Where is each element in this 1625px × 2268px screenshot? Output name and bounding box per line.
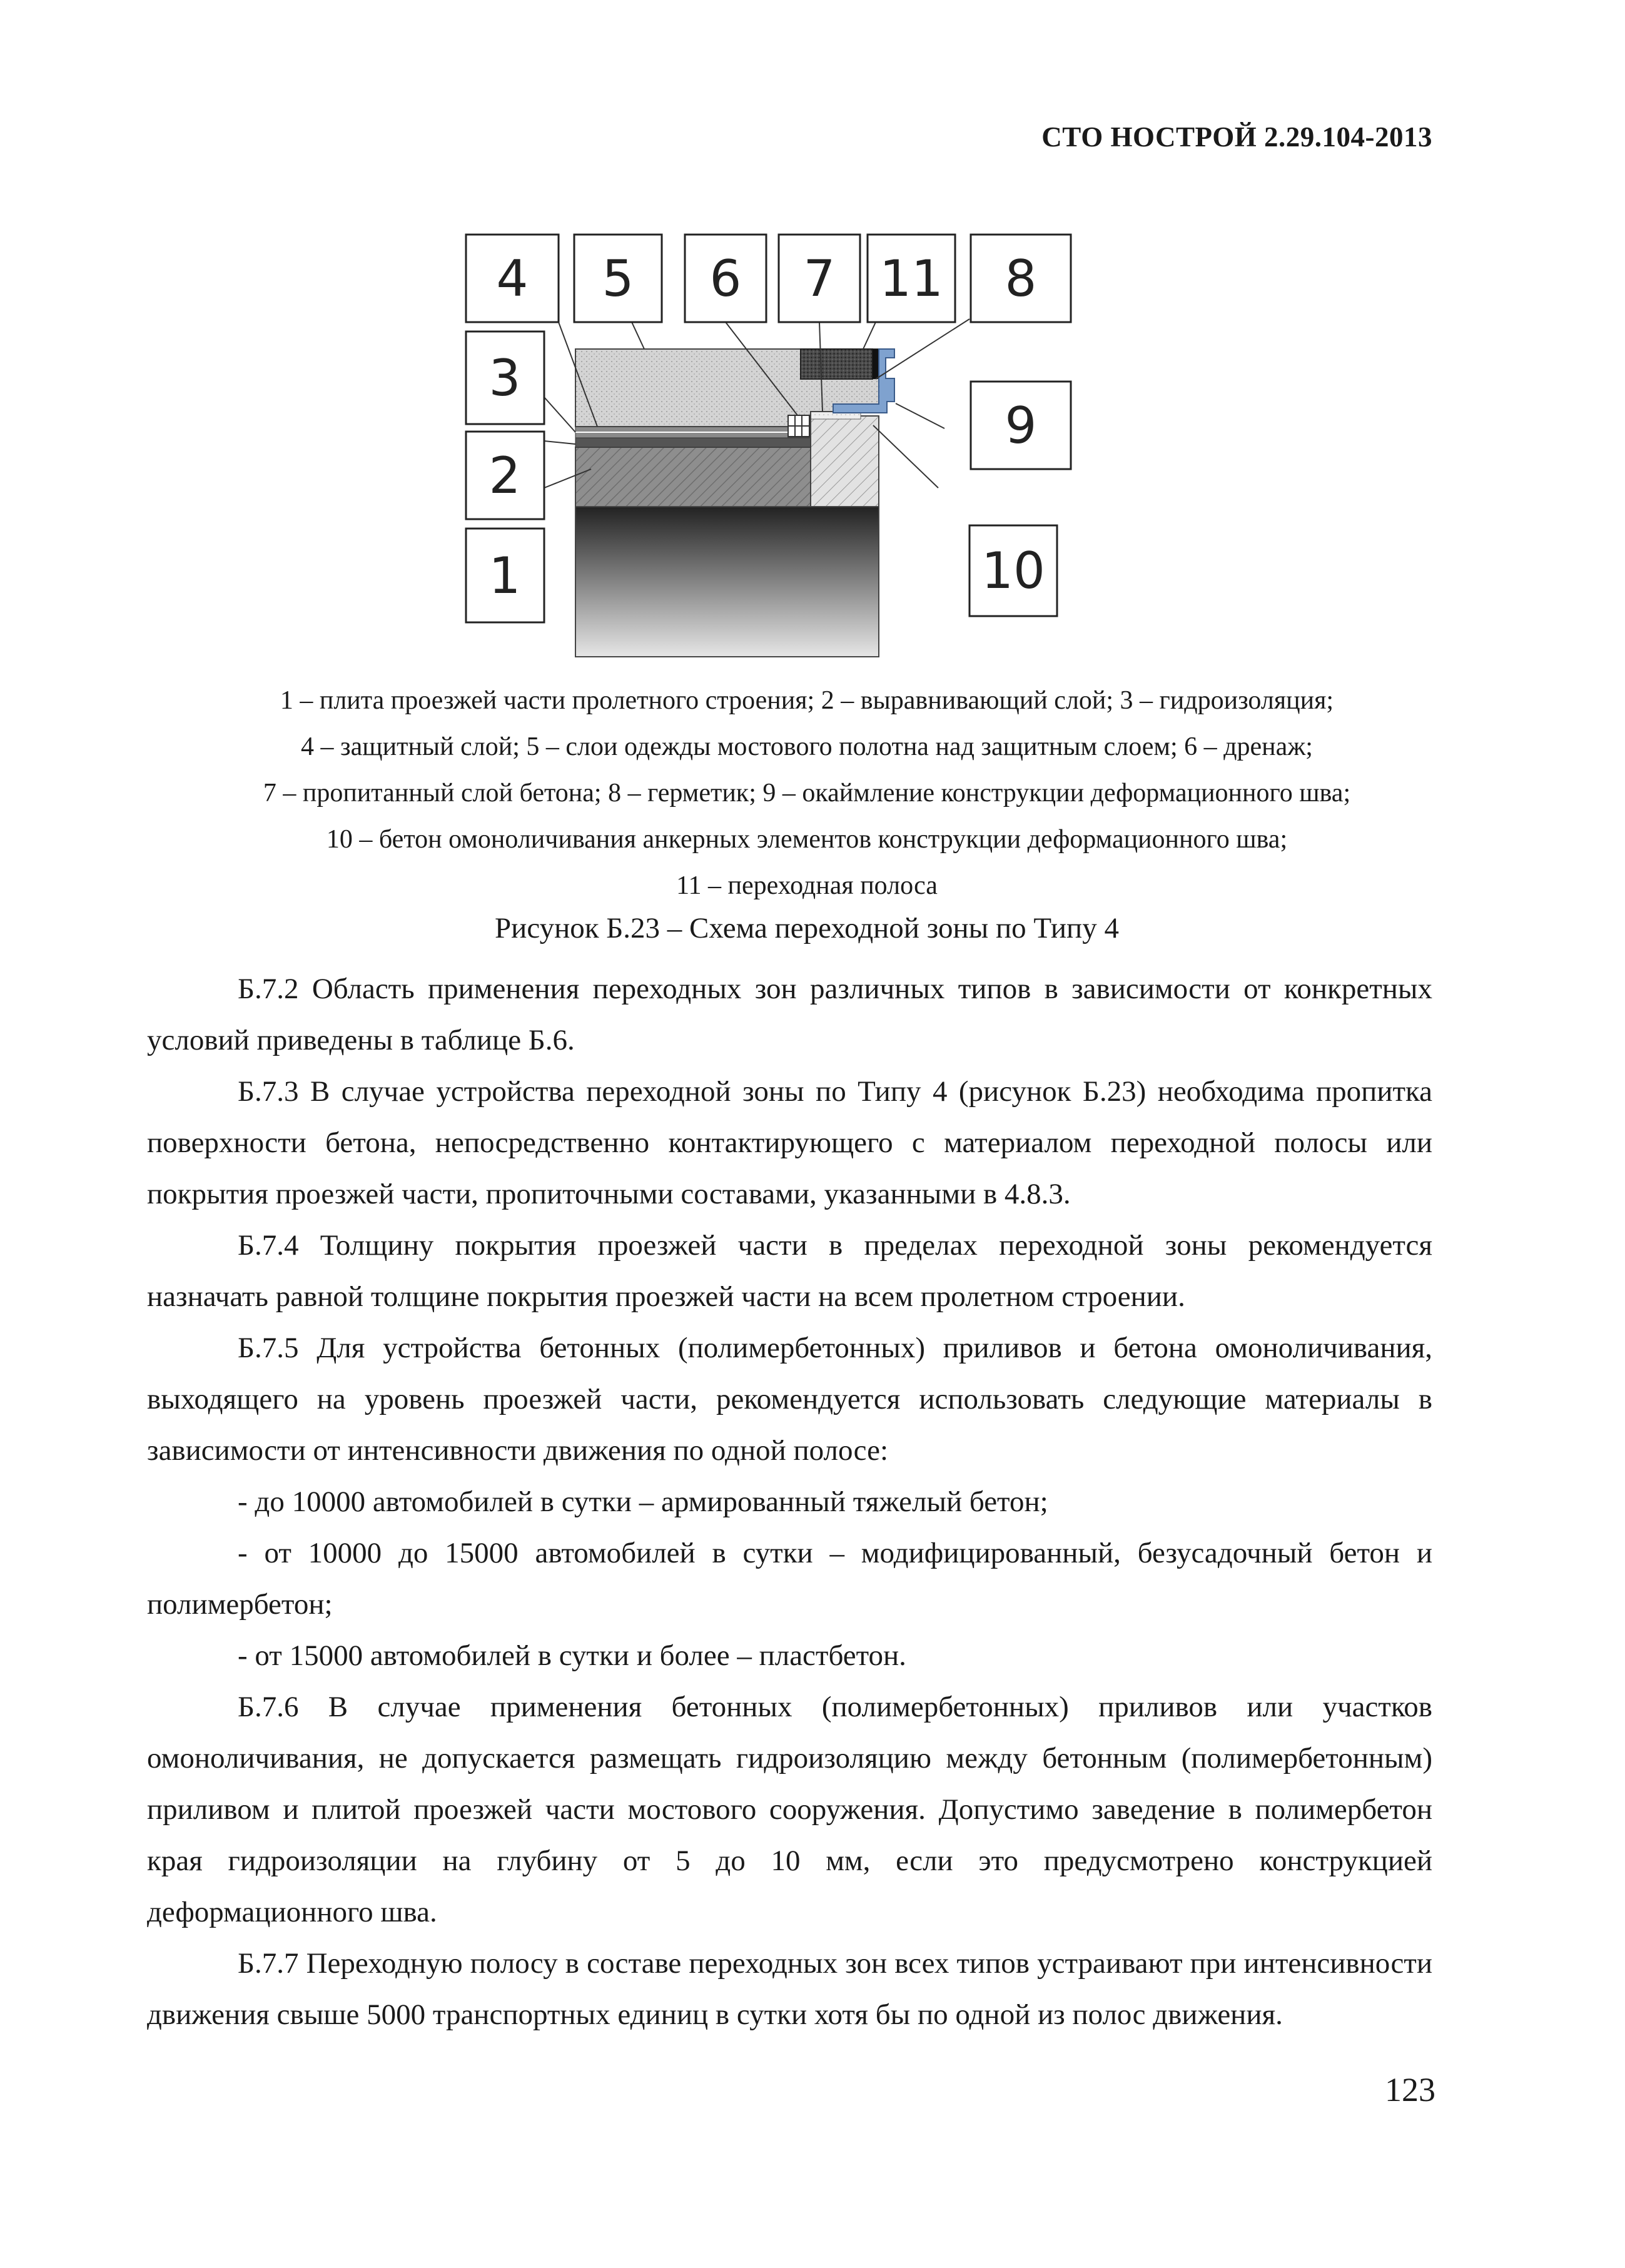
callout-1: 1 [489, 547, 521, 605]
list-item-2: - от 10000 до 15000 автомобилей в сутки – модифицированный, безусадочный бетон и полимербетон; [147, 1537, 1432, 1621]
callout-5: 5 [602, 250, 634, 308]
paragraph-b77: Б.7.7 Переходную полосу в составе переходных зон всех типов устраивают при интенсивности движения свыше 5000 транспортных единиц в сутки хотя бы по одной из полос движения. [147, 1947, 1432, 2031]
callout-8: 8 [1005, 250, 1037, 308]
callout-2: 2 [489, 447, 521, 505]
callout-3: 3 [489, 349, 521, 407]
figure-caption: Рисунок Б.23 – Схема переходной зоны по Типу 4 [495, 912, 1119, 944]
paragraph-b76: Б.7.6 В случае применения бетонных (полимербетонных) приливов или участков омоноличивания, не допускается размещать гидроизоляцию между бетонным (полимербетонным) приливом и плитой проезжей части мостового сооружения. Допустимо заведение в полимербетон края гидроизоляции на глубину от 5 до 10 мм, если это предусмотрено конструкцией деформационного шва. [147, 1691, 1432, 1928]
paragraph-b75: Б.7.5 Для устройства бетонных (полимербетонных) приливов и бетона омоноличивания, выходящего на уровень проезжей части, рекомендуется использовать следующие материалы в зависимости от интенсивности движения по одной полосе: [147, 1332, 1432, 1467]
figure-legend [144, 677, 1470, 909]
legend-line: 11 – переходная полоса [676, 871, 938, 900]
legend-line: 7 – пропитанный слой бетона; 8 – герметик; 9 – окаймление конструкции деформационного шва; [263, 779, 1351, 807]
page-number: 123 [1385, 2071, 1435, 2109]
callout-9: 9 [1005, 397, 1037, 455]
legend-line: 10 – бетон омоноличивания анкерных элементов конструкции деформационного шва; [326, 825, 1288, 854]
list-item-1: - до 10000 автомобилей в сутки – армированный тяжелый бетон; [238, 1486, 1048, 1518]
leveling-layer-2 [575, 447, 811, 507]
callout-10: 10 [981, 542, 1045, 600]
anchoring-concrete-10 [811, 416, 879, 507]
paragraph-b72: Б.7.2 Область применения переходных зон различных типов в зависимости от конкретных условий приведены в таблице Б.6. [147, 973, 1432, 1056]
callout-11: 11 [879, 250, 943, 308]
legend-line: 4 – защитный слой; 5 – слои одежды мостового полотна над защитным слоем; 6 – дренаж; [301, 732, 1313, 761]
callout-4: 4 [496, 250, 529, 308]
waterproofing-layer-3 [575, 438, 811, 447]
callout-7: 7 [803, 250, 836, 308]
paragraph-b74: Б.7.4 Толщину покрытия проезжей части в пределах переходной зоны рекомендуется назначать равной толщине покрытия проезжей части на всем пролетном строении. [147, 1229, 1432, 1313]
legend-line: 1 – плита проезжей части пролетного строения; 2 – выравнивающий слой; 3 – гидроизоляция; [280, 686, 1334, 715]
slab-layer-1 [575, 507, 879, 657]
paragraph-b73: Б.7.3 В случае устройства переходной зоны по Типу 4 (рисунок Б.23) необходима пропитка поверхности бетона, непосредственно контактирующего с материалом переходной полосы или покрытия проезжей части, пропиточными составами, указанными в 4.8.3. [147, 1075, 1432, 1210]
callout-6: 6 [709, 250, 742, 308]
sealant-8 [873, 349, 879, 379]
transition-zone-diagram [450, 225, 1126, 663]
body-text [147, 963, 1432, 2040]
list-item-3: - от 15000 автомобилей в сутки и более – пластбетон. [238, 1639, 906, 1672]
transition-strip-11 [801, 349, 873, 379]
document-code-header: СТО НОСТРОЙ 2.29.104-2013 [1041, 121, 1432, 153]
